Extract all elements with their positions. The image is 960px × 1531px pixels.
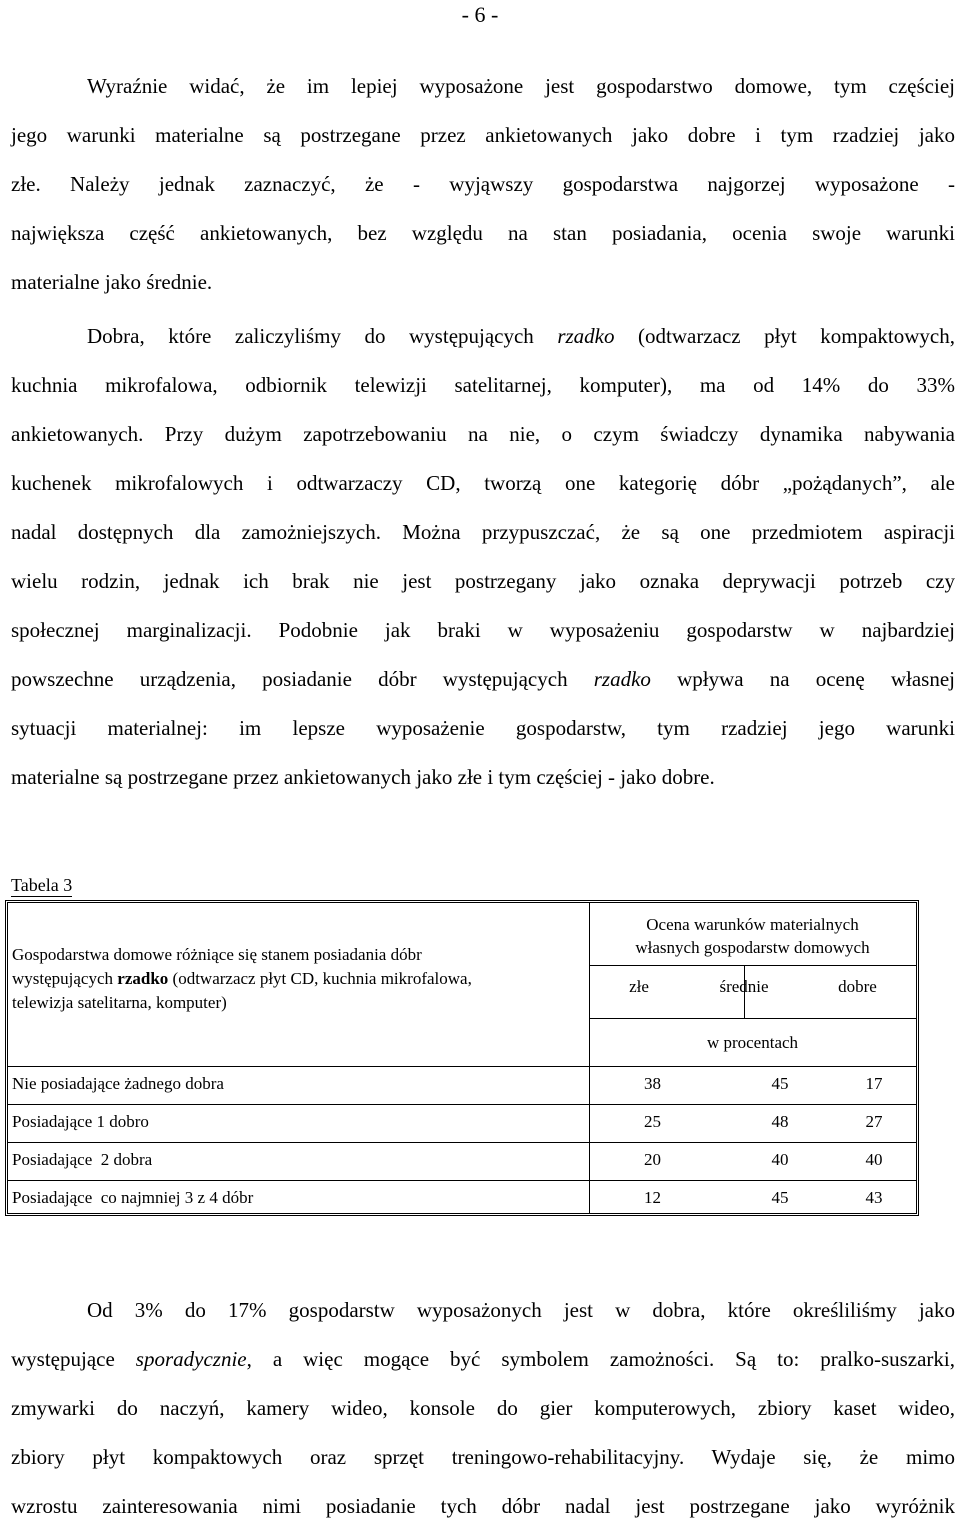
text-line: występujące sporadycznie, a więc mogące być symbolem zamożności. Są to: pralko-suszarki, xyxy=(11,1347,956,1371)
text-line: jego warunki materialne są postrzegane przez ankietowanych jako dobre i tym rzadziej jako xyxy=(11,123,955,147)
text-line: Wyraźnie widać, że im lepiej wyposażone jest gospodarstwo domowe, tym częściej xyxy=(87,74,955,98)
text-line: zmywarki do naczyń, kamery wideo, konsole do gier komputerowych, zbiory kaset wideo, xyxy=(11,1396,955,1420)
table-row-label: Posiadające 1 dobro xyxy=(12,1112,149,1131)
table-divider xyxy=(589,965,916,966)
text-line: społecznej marginalizacji. Podobnie jak braki w wyposażeniu gospodarstw w najbardziej xyxy=(11,618,955,642)
text-line: materialne są postrzegane przez ankietowanych jako złe i tym częściej - jako dobre. xyxy=(11,765,715,789)
column-header: dobre xyxy=(838,977,877,996)
text-line: złe. Należy jednak zaznaczyć, że - wyjąwszy gospodarstwa najgorzej wyposażone - xyxy=(11,172,955,196)
text-line: największa część ankietowanych, bez względu na stan posiadania, ocenia swoje warunki xyxy=(11,221,955,245)
text-line: sytuacji materialnej: im lepsze wyposażenie gospodarstw, tym rzadziej jego warunki xyxy=(11,716,955,740)
group-header: Ocena warunków materialnych własnych gospodarstw domowych xyxy=(635,915,870,957)
text-line: materialne jako średnie. xyxy=(11,270,213,294)
table-cell: 48 xyxy=(771,1112,789,1131)
table-cell: 25 xyxy=(644,1112,661,1131)
text-line: nadal dostępnych dla zamożniejszych. Można przypuszczać, że są one przedmiotem aspiracji xyxy=(11,520,955,544)
italic-term: sporadycznie xyxy=(135,1347,247,1371)
table-cell: 17 xyxy=(865,1074,883,1093)
table-cell: 27 xyxy=(865,1112,883,1131)
paragraph-3 xyxy=(11,1286,955,1531)
table-cell: 12 xyxy=(644,1188,661,1207)
table-divider xyxy=(8,1180,916,1181)
text-line: ankietowanych. Przy dużym zapotrzebowaniu na nie, o czym świadczy dynamika nabywania xyxy=(11,422,955,446)
table-cell: 45 xyxy=(771,1074,789,1093)
table-row-label: Nie posiadające żadnego dobra xyxy=(12,1074,224,1093)
table-divider xyxy=(8,1104,916,1105)
table-divider xyxy=(8,1066,916,1067)
text-line: powszechne urządzenia, posiadanie dóbr występujących rzadko wpływa na ocenę własnej xyxy=(11,667,955,691)
table-divider xyxy=(8,1142,916,1143)
bold-term: rzadko xyxy=(117,969,169,988)
table-cell: 40 xyxy=(865,1150,883,1169)
text-line: Od 3% do 17% gospodarstw wyposażonych jest w dobra, które określiliśmy jako xyxy=(87,1298,955,1322)
text-line: wielu rodzin, jednak ich brak nie jest postrzegany jako oznaka deprywacji potrzeb czy xyxy=(11,569,955,593)
italic-term: rzadko xyxy=(557,324,615,348)
text-line: kuchenek mikrofalowych i odtwarzaczy CD, tworzą one kategorię dóbr „pożądanych”, ale xyxy=(11,471,955,495)
caption-underline xyxy=(11,896,72,897)
paragraph-1 xyxy=(11,62,955,307)
table-cell: 38 xyxy=(644,1074,661,1093)
text-line: zbiory płyt kompaktowych oraz sprzęt treningowo-rehabilitacyjny. Wydaje się, że mimo xyxy=(11,1445,955,1469)
text-line: wzrostu zainteresowania nimi posiadanie tych dóbr nadal jest postrzegane jako wyróżnik xyxy=(11,1494,955,1518)
table-cell: 20 xyxy=(644,1150,661,1169)
page-number: - 6 - xyxy=(461,2,499,27)
table-cell: 45 xyxy=(771,1188,789,1207)
table-divider xyxy=(589,1018,916,1019)
column-header: złe xyxy=(629,977,649,996)
data-table xyxy=(5,900,919,1216)
text-line: kuchnia mikrofalowa, odbiornik telewizji satelitarnej, komputer), ma od 14% do 33% xyxy=(11,373,955,397)
paragraph-2 xyxy=(11,312,955,802)
table-cell: 40 xyxy=(771,1150,789,1169)
table-caption: Tabela 3 xyxy=(11,875,73,895)
italic-term: rzadko xyxy=(593,667,651,691)
unit-label: w procentach xyxy=(706,1033,799,1052)
table-row-label: Posiadające 2 dobra xyxy=(12,1150,153,1169)
table-row-label: Posiadające co najmniej 3 z 4 dóbr xyxy=(12,1188,254,1207)
text-line: Dobra, które zaliczyliśmy do występujących rzadko (odtwarzacz płyt kompaktowych, xyxy=(87,324,955,348)
table-cell: 43 xyxy=(865,1188,883,1207)
stub-header: Gospodarstwa domowe różniące się stanem posiadania dóbr występujących rzadko (odtwarzacz płyt CD, kuchnia mikrofalowa, telewizja satelitarna, komputer) xyxy=(12,945,472,1012)
column-header: średnie xyxy=(719,977,769,996)
